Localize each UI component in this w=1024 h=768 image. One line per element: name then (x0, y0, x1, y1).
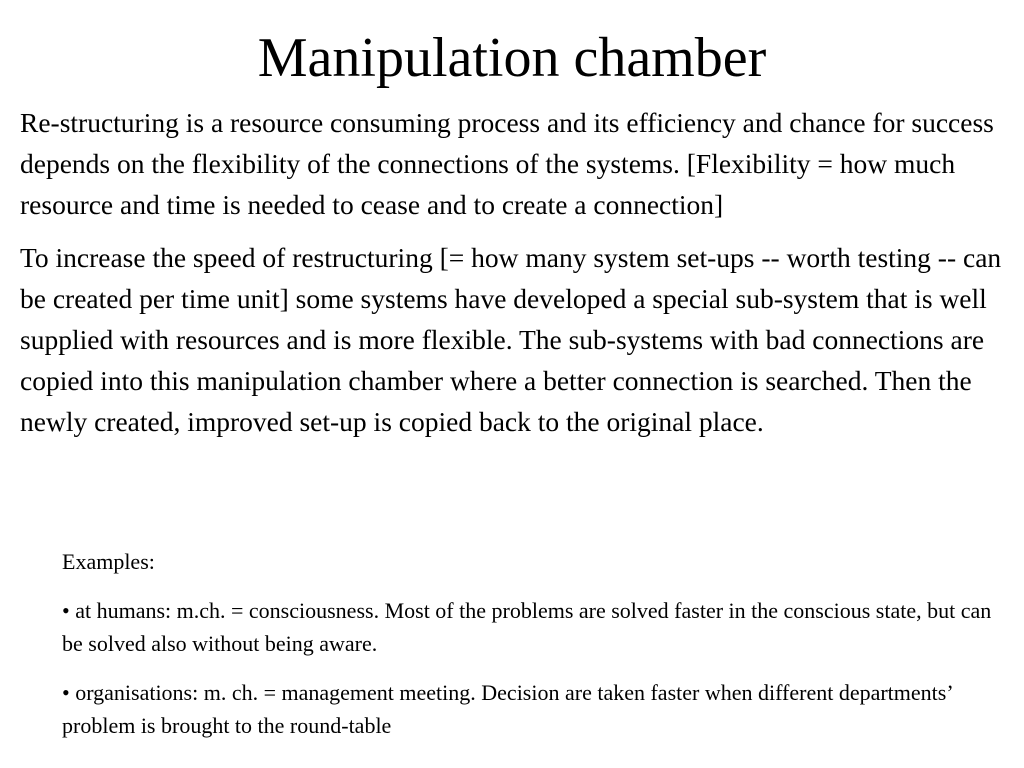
examples-section (62, 546, 992, 758)
example-item-organisations: • organisations: m. ch. = management meeting. Decision are taken faster when different departments’ problem is brought to the round-table (62, 680, 953, 738)
paragraph-restructuring: Re-structuring is a resource consuming process and its efficiency and chance for success depends on the flexibility of the connections of the systems. [Flexibility = how much resource and time is needed to cease and to create a connection] (20, 107, 994, 220)
examples-heading: Examples: (62, 549, 155, 574)
slide-body (20, 102, 1010, 454)
example-item-humans: • at humans: m.ch. = consciousness. Most of the problems are solved faster in the conscious state, but can be solved also without being aware. (62, 598, 992, 656)
slide-title: Manipulation chamber (257, 27, 767, 89)
paragraph-manipulation-chamber: To increase the speed of restructuring [= how many system set-ups -- worth testing -- can be created per time unit] some systems have developed a special sub-system that is well supplied with resources and is more flexible. The sub-systems with bad connections are copied into this manipulation chamber where a better connection is searched. Then the newly created, improved set-up is copied back to the original place. (20, 242, 1002, 437)
